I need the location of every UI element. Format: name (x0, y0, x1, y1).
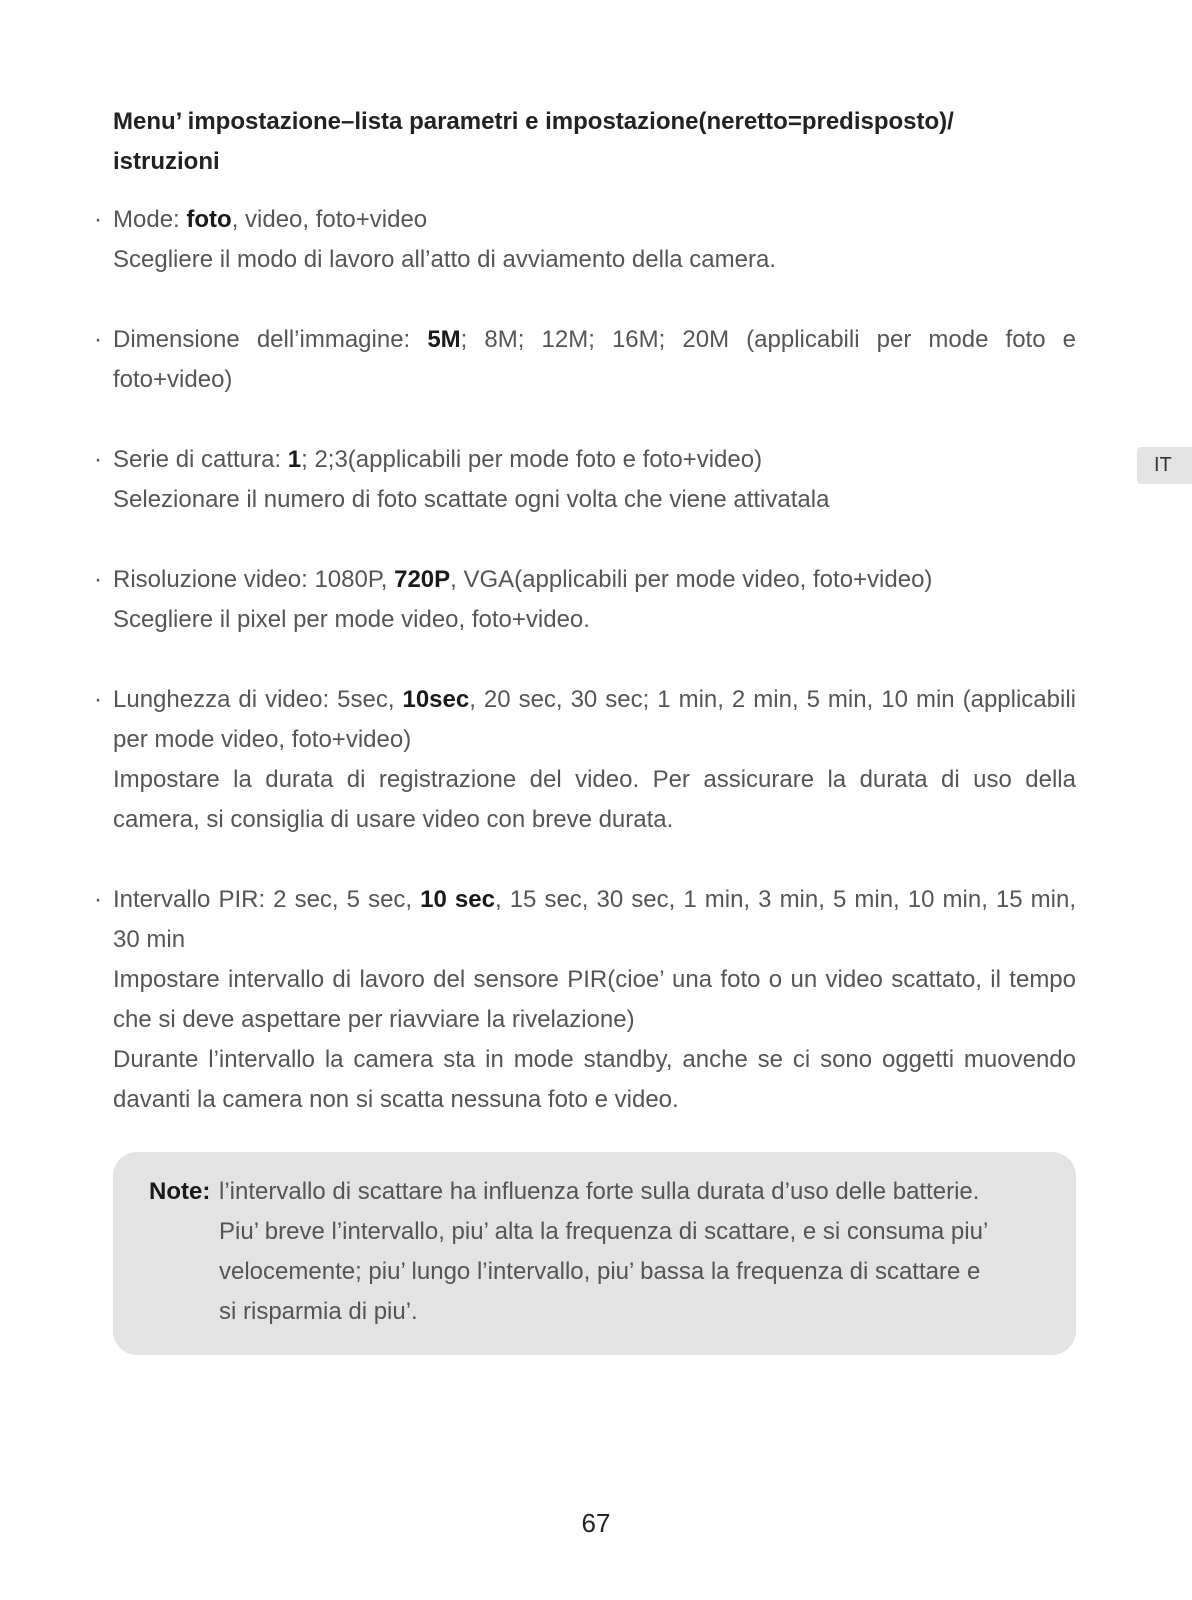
parameter-line: Mode: foto, video, foto+video (113, 206, 428, 233)
parameter-line: Serie di cattura: 1; 2;3(applicabili per mode foto e foto+video) (113, 446, 763, 473)
parameter-description: Scegliere il pixel per mode video, foto+video. (113, 606, 590, 633)
list-item-mode (94, 200, 1076, 280)
default-value: 5M (427, 326, 461, 353)
note-line: si risparmia di piu’. (219, 1298, 418, 1325)
bullet: · (94, 886, 102, 913)
list-item-video-resolution (94, 560, 1076, 640)
heading-line-1: Menu’ impostazione–lista parametri e impostazione(neretto=predisposto)/ (113, 108, 954, 135)
language-tab: IT (1137, 447, 1192, 484)
parameter-description: Scegliere il modo di lavoro all’atto di avviamento della camera. (113, 246, 776, 273)
note-text (219, 1172, 1039, 1332)
parameter-description: Impostare intervallo di lavoro del sensore PIR(cioe’ una foto o un video scattato, il tempo che si deve aspettare per riavviare la rivelazione) (113, 966, 1076, 1033)
default-value: 10 sec (420, 886, 495, 913)
list-item-pir-interval (94, 880, 1077, 1120)
default-value: foto (186, 206, 232, 233)
parameter-line: Lunghezza di video: 5sec, 10sec, 20 sec, 30 sec; 1 min, 2 min, 5 min, 10 min (applicabili per mode video, foto+video) (113, 686, 1076, 753)
list-item-image-size (94, 320, 1077, 400)
note-box (113, 1152, 1076, 1355)
page-number: 67 (581, 1508, 611, 1538)
note-line: l’intervallo di scattare ha influenza forte sulla durata d’uso delle batterie. (219, 1178, 980, 1205)
note-label: Note: (149, 1178, 211, 1205)
default-value: 10sec (402, 686, 470, 713)
list-item-burst (94, 440, 1076, 520)
parameter-line: Intervallo PIR: 2 sec, 5 sec, 10 sec, 15 sec, 30 sec, 1 min, 3 min, 5 min, 10 min, 15 min, 30 min (113, 886, 1077, 953)
bullet: · (94, 326, 102, 353)
parameter-line: Risoluzione video: 1080P, 720P, VGA(applicabili per mode video, foto+video) (113, 566, 933, 593)
bullet: · (94, 686, 102, 713)
bullet: · (94, 446, 102, 473)
bullet: · (94, 206, 102, 233)
default-value: 1 (287, 446, 302, 473)
parameter-description: Durante l’intervallo la camera sta in mode standby, anche se ci sono oggetti muovendo davanti la camera non si scatta nessuna foto e video. (113, 1046, 1076, 1113)
parameter-list (94, 200, 1077, 1160)
bullet: · (94, 566, 102, 593)
parameter-description: Impostare la durata di registrazione del video. Per assicurare la durata di uso della camera, si consiglia di usare video con breve durata. (113, 766, 1076, 833)
heading-line-2: istruzioni (113, 148, 220, 175)
list-item-video-length (94, 680, 1076, 840)
parameter-line: Dimensione dell’immagine: 5M; 8M; 12M; 16M; 20M (applicabili per mode foto e foto+video) (113, 326, 1077, 393)
parameter-description: Selezionare il numero di foto scattate ogni volta che viene attivatala (113, 486, 830, 513)
note-line: Piu’ breve l’intervallo, piu’ alta la frequenza di scattare, e si consuma piu’ (219, 1218, 989, 1245)
default-value: 720P (394, 566, 451, 593)
section-heading (113, 102, 1053, 182)
note-line: velocemente; piu’ lungo l’intervallo, piu’ bassa la frequenza di scattare e (219, 1258, 981, 1285)
